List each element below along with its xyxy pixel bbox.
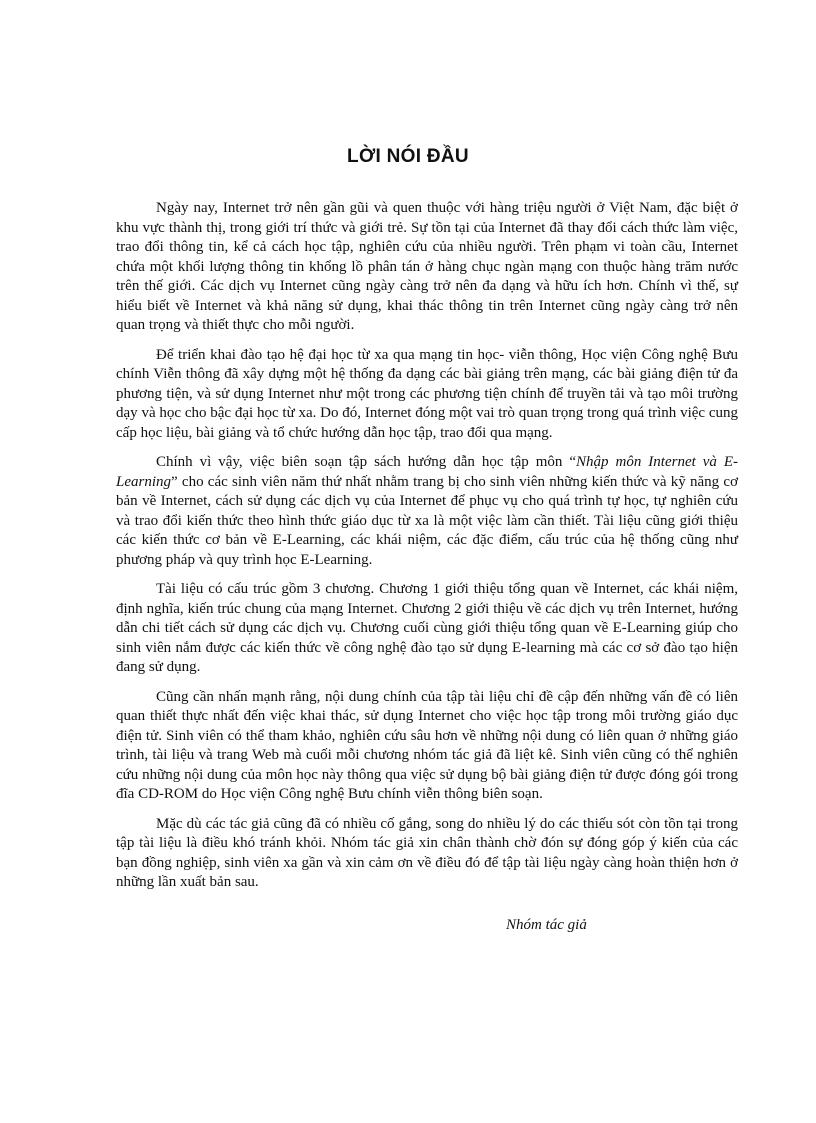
course-title: Nhập môn Internet và E-Learning (116, 454, 738, 490)
paragraph-1: Ngày nay, Internet trở nên gần gũi và quen thuộc với hàng triệu người ở Việt Nam, đặc biệt ở khu vực thành thị, trong giới trí thức và giới trẻ. Sự tồn tại của Internet đã thay đổi cách thức làm việc, trao đổi thông tin, kể cả cách học tập, nghiên cứu của nhiều người. Trên phạm vi toàn cầu, Internet chứa một khối lượng thông tin khổng lồ phân tán ở hàng chục ngàn mạng con thuộc hàng trăm nước trên thế giới. Các dịch vụ Internet cũng ngày càng trở nên đa dạng và hữu ích hơn. Chính vì thế, sự hiểu biết về Internet và khả năng sử dụng, khai thác thông tin trên Internet cũng ngày càng trở nên quan trọng và thiết thực cho mỗi người. (116, 200, 738, 333)
paragraph-3 (116, 453, 738, 570)
paragraph-2: Để triển khai đào tạo hệ đại học từ xa qua mạng tin học- viễn thông, Học viện Công nghệ Bưu chính Viễn thông đã xây dựng một hệ thống đa dạng các bài giảng trên mạng, các bài giảng điện tử đa phương tiện, và sử dụng Internet như một trong các phương tiện chính để truyền tải và tạo môi trường dạy và học cho bậc đại học từ xa. Do đó, Internet đóng một vai trò quan trọng trong quá trình việc cung cấp học liệu, bài giảng và tổ chức hướng dẫn học tập, trao đổi qua mạng. (116, 346, 738, 441)
paragraph-5: Cũng cần nhấn mạnh rằng, nội dung chính của tập tài liệu chỉ đề cập đến những vấn đề có liên quan thiết thực nhất đến việc khai thác, sử dụng Internet cho việc học tập trong môi trường giáo dục điện tử. Sinh viên có thể tham khảo, nghiên cứu sâu hơn về những nội dung có liên quan ở những giáo trình, tài liệu và trang Web mà cuối mỗi chương nhóm tác giả đã liệt kê. Sinh viên cũng có thể nghiên cứu những nội dung của môn học này thông qua việc sử dụng bộ bài giảng điện tử được đóng gói trong đĩa CD-ROM do Học viện Công nghệ Bưu chính viễn thông biên soạn. (116, 688, 738, 802)
paragraph-3-lead: Chính vì vậy, việc biên soạn tập sách hướng dẫn học tập môn “ (156, 454, 577, 470)
paragraph-4: Tài liệu có cấu trúc gồm 3 chương. Chương 1 giới thiệu tổng quan về Internet, các khái niệm, định nghĩa, kiến trúc chung của mạng Internet. Chương 2 giới thiệu về các dịch vụ trên Internet, hướng dẫn chi tiết cách sử dụng các dịch vụ. Chương cuối cùng giới thiệu tổng quan về E-Learning giúp cho sinh viên nắm được các kiến thức về công nghệ đào tạo sử dụng E-learning mà các cơ sở đào tạo hiện đang sử dụng. (116, 581, 738, 675)
paragraph-6: Mặc dù các tác giả cũng đã có nhiều cố gắng, song do nhiều lý do các thiếu sót còn tồn tại trong tập tài liệu là điều khó tránh khỏi. Nhóm tác giả xin chân thành chờ đón sự đóng góp ý kiến của các bạn đồng nghiệp, sinh viên xa gần và xin cảm ơn về điều đó để tập tài liệu ngày càng hoàn thiện hơn ở những lần xuất bản sau. (116, 815, 738, 890)
paragraph-3-rest: ” cho các sinh viên năm thứ nhất nhằm trang bị cho sinh viên những kiến thức và kỹ năng cơ bản về Internet, cách sử dụng các dịch vụ của Internet để phục vụ cho quá trình tự học, tự nghiên cứu và trao đổi kiến thức theo hình thức giáo dục từ xa là một việc làm cần thiết. Tài liệu cũng giới thiệu các kiến thức cơ bản về E-Learning, các khái niệm, các đặc điểm, cấu trúc của hệ thống cũng như phương pháp và quy trình học E-Learning. (116, 473, 738, 568)
page-title: LỜI NÓI ĐẦU (347, 146, 469, 167)
document-body (116, 199, 738, 903)
author-signature: Nhóm tác giả (506, 917, 587, 933)
